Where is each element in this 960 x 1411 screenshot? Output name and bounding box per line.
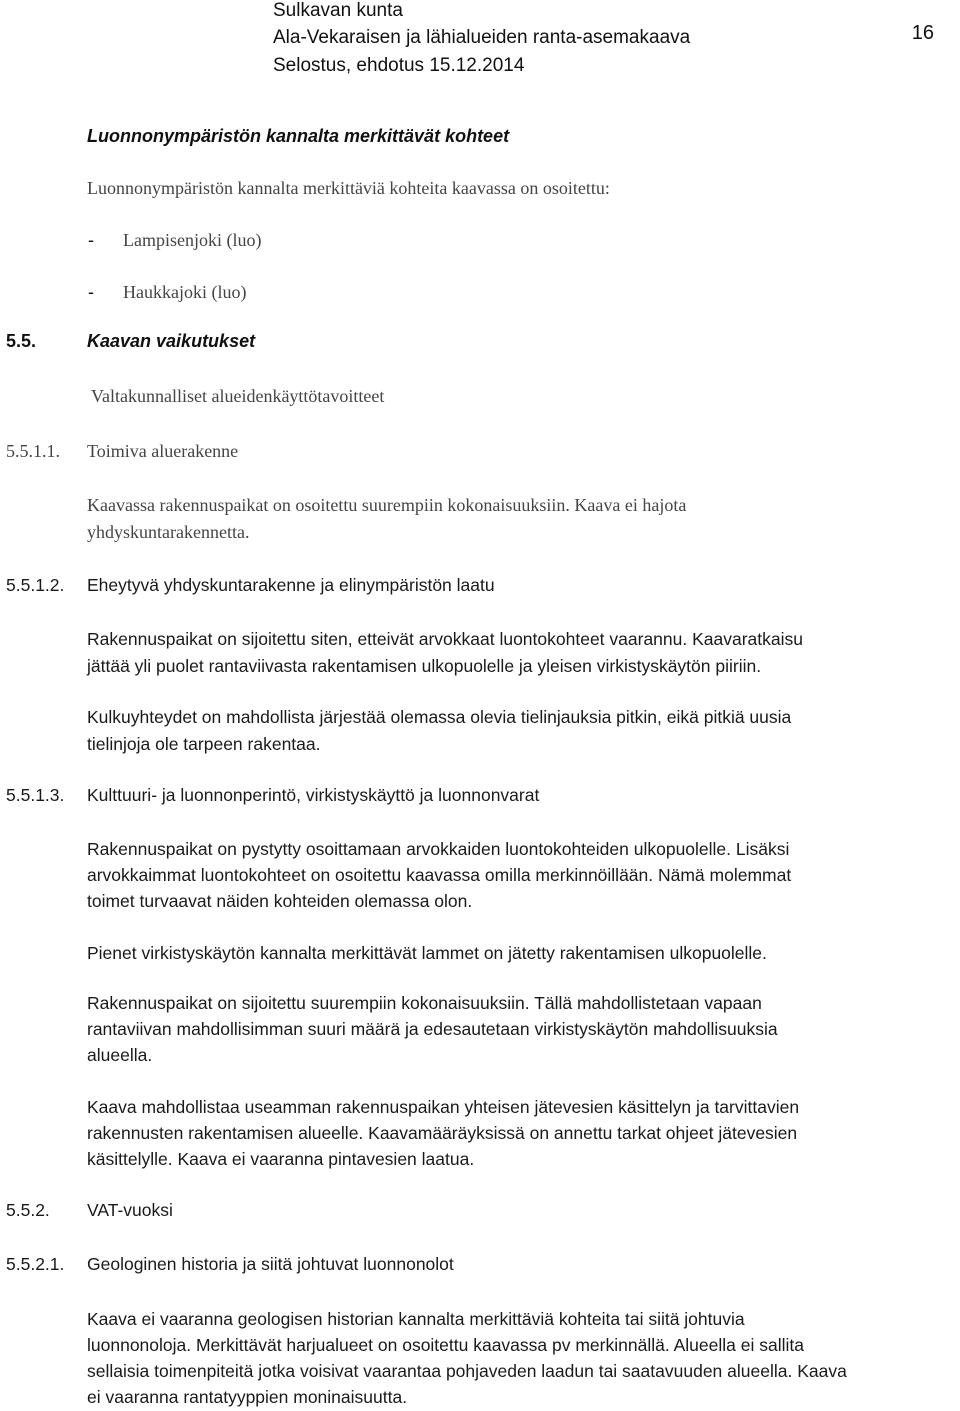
paragraph-line: Pienet virkistyskäytön kannalta merkittävät lammet on jätetty rakentamisen ulkopuolelle. bbox=[87, 943, 767, 963]
section-number: 5.5.2.1. bbox=[6, 1254, 65, 1274]
section-number: 5.5.1.1. bbox=[6, 441, 60, 461]
section-title: Kulttuuri- ja luonnonperintö, virkistyskäyttö ja luonnonvarat bbox=[87, 785, 540, 805]
paragraph-line: Kaavassa rakennuspaikat on osoitettu suurempiin kokonaisuuksiin. Kaava ei hajota bbox=[87, 495, 687, 515]
paragraph-line: Kaava mahdollistaa useamman rakennuspaikan yhteisen jätevesien käsittelyn ja tarvittavien bbox=[87, 1097, 800, 1117]
paragraph-line: alueella. bbox=[87, 1045, 153, 1065]
paragraph-line: Rakennuspaikat on sijoitettu siten, etteivät arvokkaat luontokohteet vaarannu. Kaavaratkaisu bbox=[87, 629, 803, 649]
paragraph-line: yhdyskuntarakennetta. bbox=[87, 522, 250, 542]
paragraph-line: rakennusten rakentamisen alueelle. Kaavamääräyksissä on annettu tarkat ohjeet jätevesien bbox=[87, 1123, 798, 1143]
paragraph-line: tielinjoja ole tarpeen rakentaa. bbox=[87, 734, 321, 754]
section-title: Toimiva aluerakenne bbox=[87, 441, 239, 461]
page-number: 16 bbox=[911, 22, 934, 44]
section-number: 5.5.1.2. bbox=[6, 575, 65, 595]
paragraph-line: Rakennuspaikat on pystytty osoittamaan arvokkaiden luontokohteiden ulkopuolelle. Lisäksi bbox=[87, 839, 790, 859]
paragraph-line: luonnonoloja. Merkittävät harjualueet on osoitettu kaavassa pv merkinnällä. Alueella ei sallita bbox=[87, 1335, 804, 1355]
header-plan-name: Ala-Vekaraisen ja lähialueiden ranta-asemakaava bbox=[273, 27, 691, 48]
section-number: 5.5. bbox=[6, 331, 37, 351]
list-item: Haukkajoki (luo) bbox=[123, 282, 247, 302]
list-dash: - bbox=[88, 230, 94, 250]
paragraph-line: toimet turvaavat näiden kohteiden olemassa olon. bbox=[87, 891, 473, 911]
header-municipality: Sulkavan kunta bbox=[273, 0, 403, 21]
subsection-title: Valtakunnalliset alueidenkäyttötavoitteet bbox=[91, 386, 385, 406]
paragraph-line: Kaava ei vaaranna geologisen historian kannalta merkittäviä kohteita tai siitä johtuvia bbox=[87, 1309, 745, 1329]
section-title: Geologinen historia ja siitä johtuvat luonnonolot bbox=[87, 1254, 454, 1274]
paragraph-line: jättää yli puolet rantaviivasta rakentamisen ulkopuolelle ja yleisen virkistyskäytön piiriin. bbox=[87, 656, 762, 676]
paragraph-line: Rakennuspaikat on sijoitettu suurempiin kokonaisuuksiin. Tällä mahdollistetaan vapaan bbox=[87, 993, 762, 1013]
paragraph-line: Kulkuyhteydet on mahdollista järjestää olemassa olevia tielinjauksia pitkin, eikä pitkiä uusia bbox=[87, 707, 792, 727]
paragraph-line: rantaviivan mahdollisimman suuri määrä ja edesautetaan virkistyskäytön mahdollisuuksia bbox=[87, 1019, 778, 1039]
list-item: Lampisenjoki (luo) bbox=[123, 230, 262, 250]
section-number: 5.5.1.3. bbox=[6, 785, 65, 805]
paragraph-line: käsittelylle. Kaava ei vaaranna pintavesien laatua. bbox=[87, 1149, 475, 1169]
header-document-info: Selostus, ehdotus 15.12.2014 bbox=[273, 55, 525, 76]
section-title: VAT-vuoksi bbox=[87, 1200, 173, 1220]
list-dash: - bbox=[88, 282, 94, 302]
section-number: 5.5.2. bbox=[6, 1200, 50, 1220]
section-title: Kaavan vaikutukset bbox=[87, 331, 256, 351]
paragraph-line: sellaisia toimenpiteitä jotka voisivat vaarantaa pohjaveden laadun tai saatavuuden alueella. Kaava bbox=[87, 1361, 847, 1381]
paragraph-line: ei vaaranna rantatyyppien moninaisuutta. bbox=[87, 1387, 408, 1407]
nature-intro: Luonnonympäristön kannalta merkittäviä kohteita kaavassa on osoitettu: bbox=[87, 178, 610, 198]
section-title: Eheytyvä yhdyskuntarakenne ja elinympäristön laatu bbox=[87, 575, 495, 595]
nature-heading: Luonnonympäristön kannalta merkittävät kohteet bbox=[87, 126, 510, 146]
paragraph-line: arvokkaimmat luontokohteet on osoitettu kaavassa omilla merkinnöillään. Nämä molemmat bbox=[87, 865, 792, 885]
